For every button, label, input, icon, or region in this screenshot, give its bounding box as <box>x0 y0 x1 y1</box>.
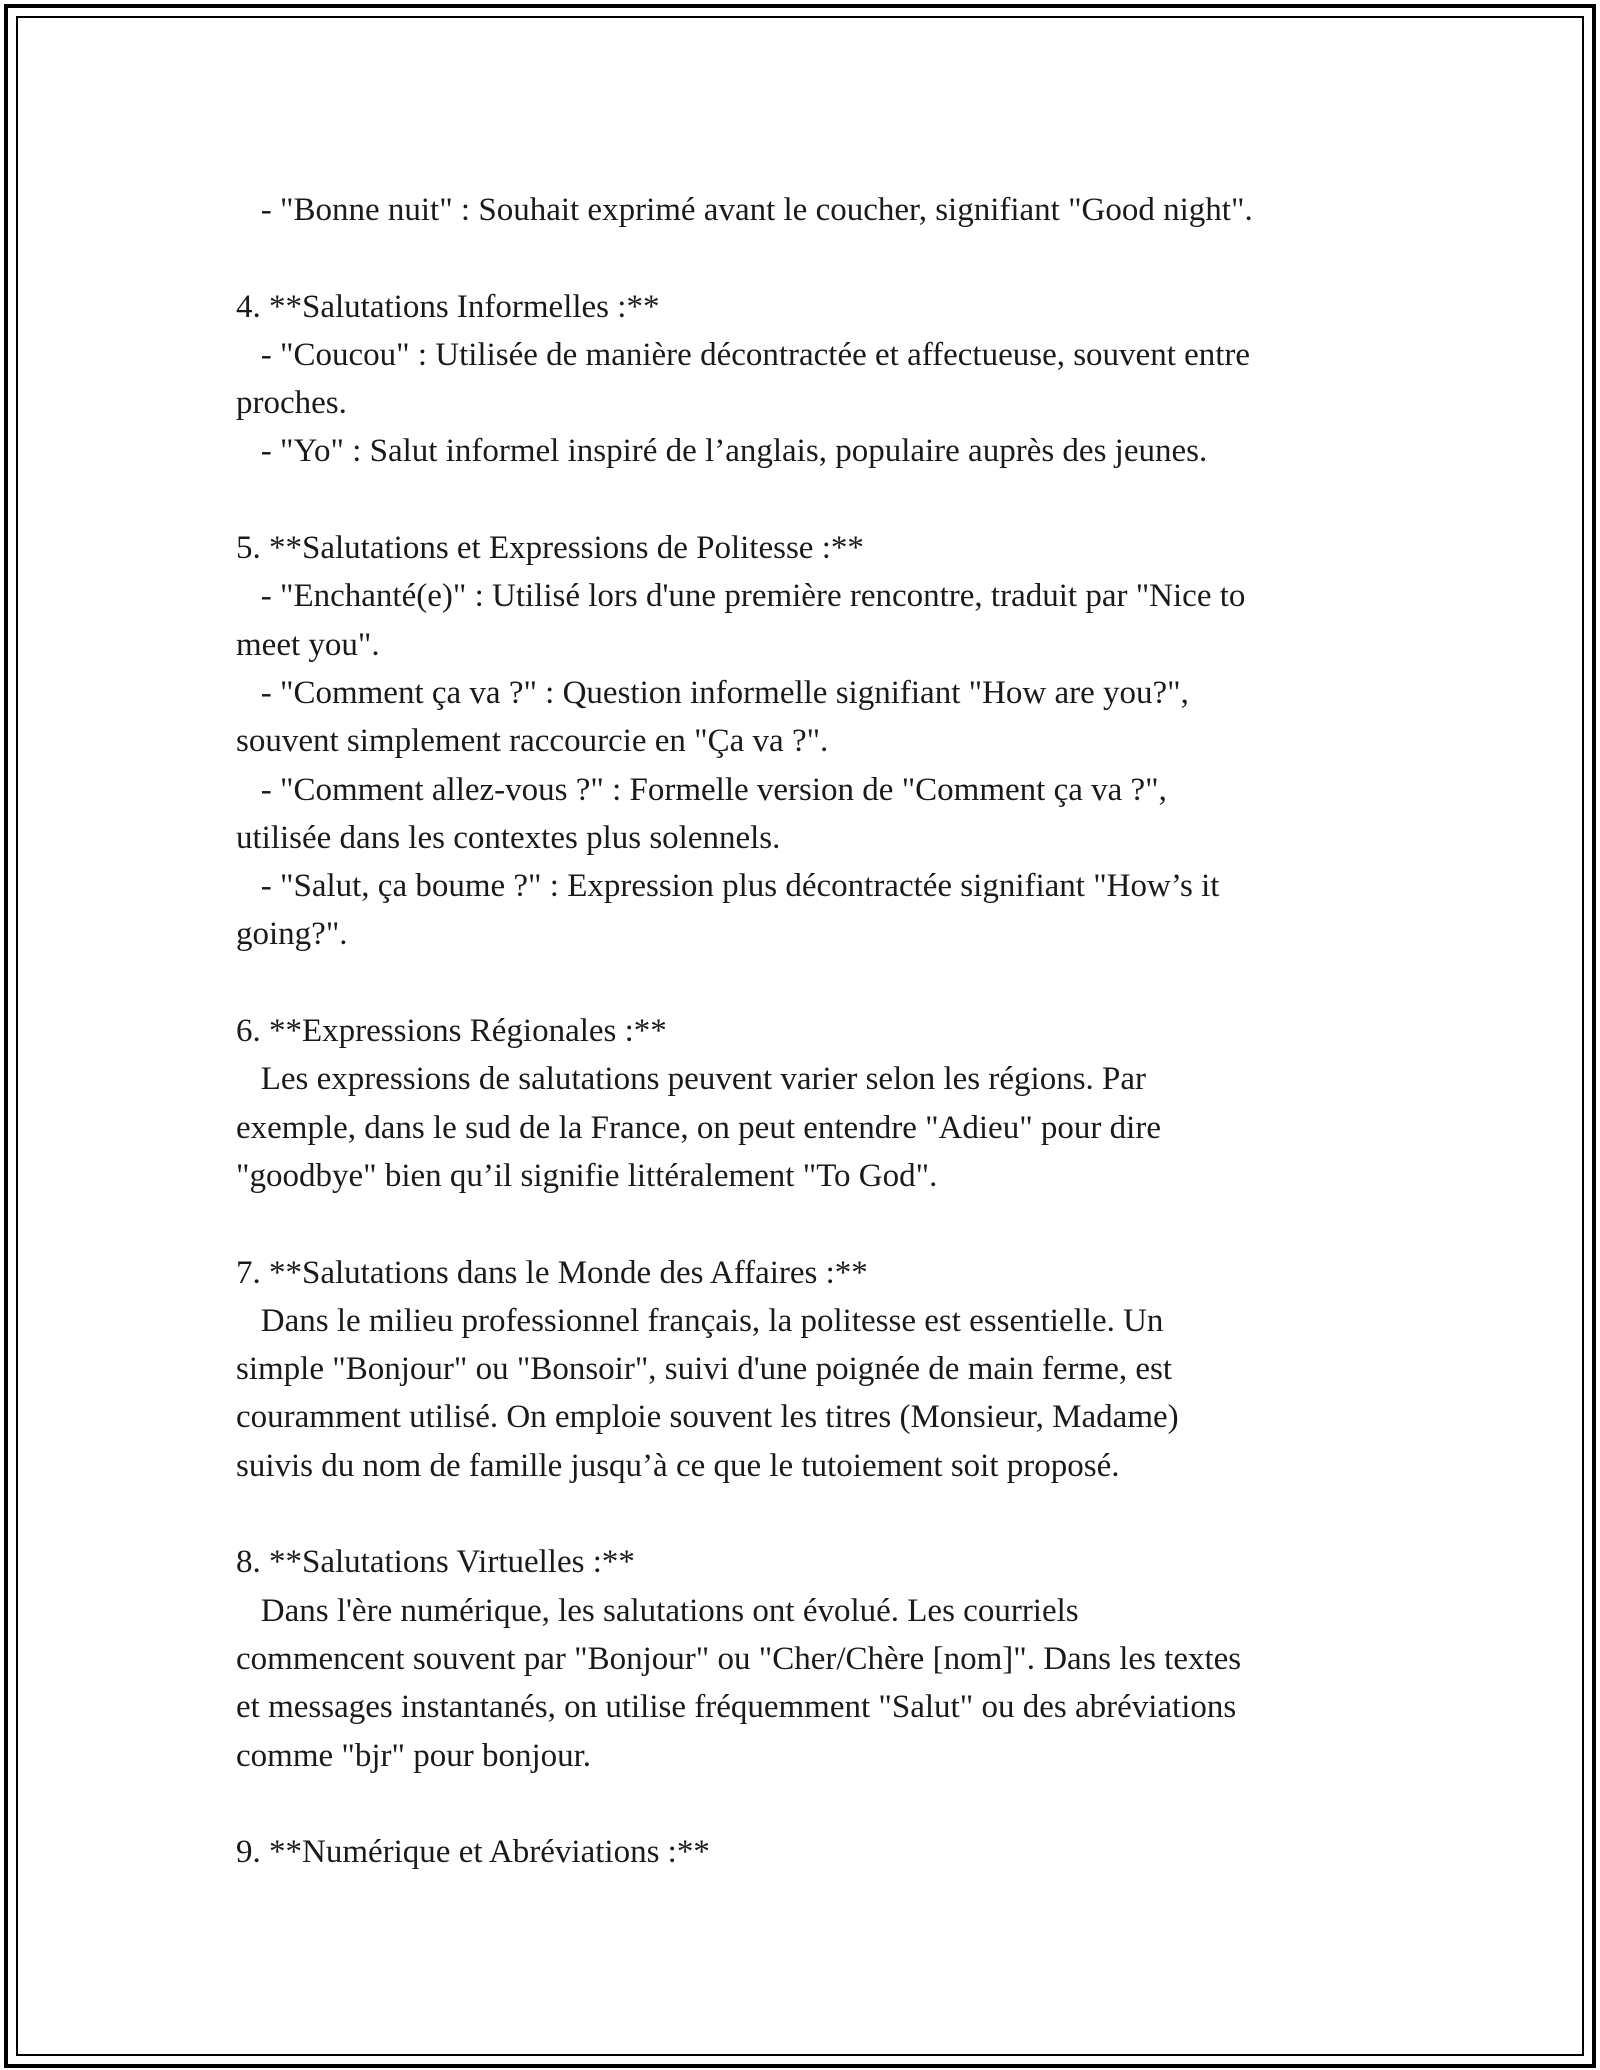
section-heading: 7. **Salutations dans le Monde des Affaires :** <box>236 1254 868 1291</box>
text-line: comme "bjr" pour bonjour. <box>236 1737 592 1774</box>
text-line: simple "Bonjour" ou "Bonsoir", suivi d'une poignée de main ferme, est <box>236 1351 1173 1388</box>
list-item-line: - "Coucou" : Utilisée de manière décontractée et affectueuse, souvent entre <box>236 336 1251 373</box>
text-line: couramment utilisé. On emploie souvent les titres (Monsieur, Madame) <box>236 1399 1179 1436</box>
section-heading: 4. **Salutations Informelles :** <box>236 288 660 325</box>
list-item-line: - "Comment ça va ?" : Question informelle signifiant "How are you?", <box>236 674 1189 711</box>
text-line: Dans le milieu professionnel français, la politesse est essentielle. Un <box>236 1302 1164 1339</box>
list-item-line: - "Salut, ça boume ?" : Expression plus décontractée signifiant "How’s it <box>236 868 1220 905</box>
blank-line <box>236 1200 1386 1248</box>
text-line: "goodbye" bien qu’il signifie littéralement "To God". <box>236 1157 938 1194</box>
text-line: commencent souvent par "Bonjour" ou "Cher/Chère [nom]". Dans les textes <box>236 1640 1242 1677</box>
text-line: et messages instantanés, on utilise fréquemment "Salut" ou des abréviations <box>236 1689 1237 1726</box>
blank-line <box>236 234 1386 282</box>
blank-line <box>236 959 1386 1007</box>
list-item-line: - "Comment allez-vous ?" : Formelle version de "Comment ça va ?", <box>236 771 1167 808</box>
text-line: Dans l'ère numérique, les salutations ont évolué. Les courriels <box>236 1592 1079 1629</box>
section-heading: 5. **Salutations et Expressions de Politesse :** <box>236 530 864 567</box>
blank-line <box>236 1780 1386 1828</box>
list-item-line: - "Enchanté(e)" : Utilisé lors d'une première rencontre, traduit par "Nice to <box>236 578 1246 615</box>
section-heading: 8. **Salutations Virtuelles :** <box>236 1544 635 1581</box>
text-line: suivis du nom de famille jusqu’à ce que le tutoiement soit proposé. <box>236 1447 1120 1484</box>
section-heading: 6. **Expressions Régionales :** <box>236 1013 667 1050</box>
blank-line <box>236 1490 1386 1538</box>
text-line: meet you". <box>236 626 380 663</box>
blank-line <box>236 476 1386 524</box>
section-heading: 9. **Numérique et Abréviations :** <box>236 1834 710 1871</box>
text-line: going?". <box>236 916 348 953</box>
text-line: proches. <box>236 385 347 422</box>
list-item-line: - "Yo" : Salut informel inspiré de l’anglais, populaire auprès des jeunes. <box>236 433 1208 470</box>
text-line: Les expressions de salutations peuvent varier selon les régions. Par <box>236 1061 1147 1098</box>
text-line: exemple, dans le sud de la France, on peut entendre "Adieu" pour dire <box>236 1109 1161 1146</box>
document-body <box>236 186 1386 1876</box>
text-line: souvent simplement raccourcie en "Ça va ?". <box>236 723 829 760</box>
text-line: utilisée dans les contextes plus solennels. <box>236 819 781 856</box>
list-item-line: - "Bonne nuit" : Souhait exprimé avant le coucher, signifiant "Good night". <box>236 192 1253 228</box>
